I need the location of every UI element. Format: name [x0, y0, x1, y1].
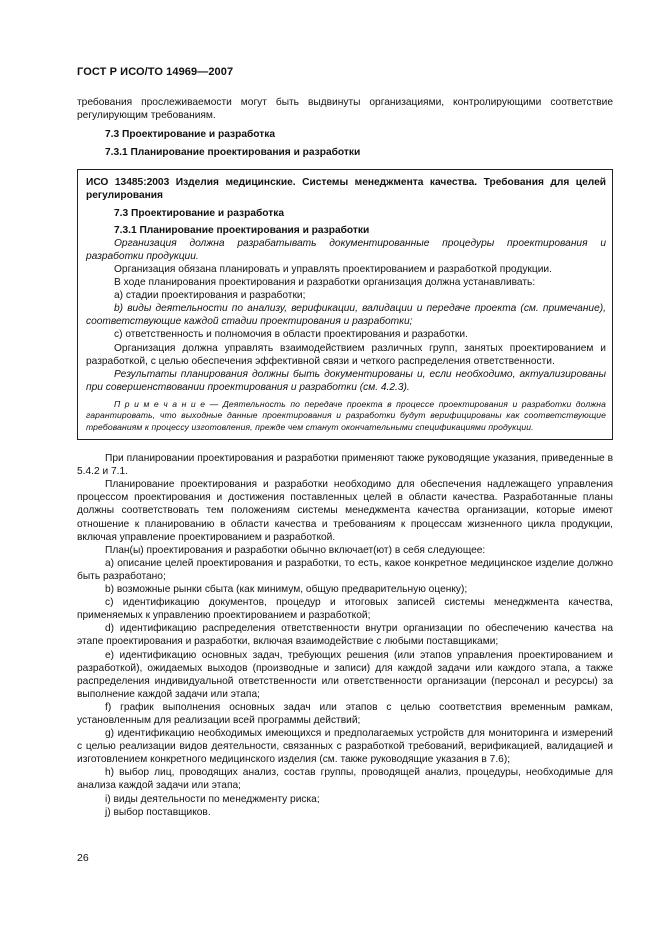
- section-heading: 7.3 Проектирование и разработка: [105, 129, 276, 141]
- box-paragraph: В ходе планирования проектирования и разработки организация должна устанавливать:: [114, 277, 536, 289]
- body-paragraph: Планирование проектирования и разработки необходимо для обеспечения надлежащего управления процессом проектирования и достижения поставленных целей в области качества. Разработанные планы должны соответствовать тем положениям системы менеджмента качества организации, которые имеют отношение к планированию в области качества и требованиям к процессам жизненного цикла продукции, включая управление проектированием и разработкой.: [77, 479, 613, 543]
- box-list-item: а) стадии проектирования и разработки;: [114, 290, 306, 302]
- box-paragraph: Организация должна управлять взаимодействием различных групп, занятых проектированием и разработкой, с целью обеспечения эффективной связи и четкого распределения ответственности.: [86, 342, 606, 367]
- body-paragraph: При планировании проектирования и разработки применяют также руководящие указания, приведенные в 5.4.2 и 7.1.: [77, 453, 613, 478]
- list-item: d) идентификацию распределения ответственности внутри организации по обеспечению качества на этапе проектирования и разработки, включая взаимодействие с любыми поставщиками;: [77, 623, 613, 648]
- box-note: П р и м е ч а н и е — Деятельность по передаче проекта в процессе проектирования и разработки должна гарантировать, что выходные данные проектирования и разработки будут верифицированы как соответствующие требованиям к процессу изготовления, прежде чем станут окончательными спецификациями продукции.: [86, 398, 606, 432]
- box-paragraph: Организация обязана планировать и управлять проектированием и разработкой продукции.: [114, 263, 552, 275]
- page-number: 26: [77, 852, 89, 864]
- list-item: с) идентификацию документов, процедур и итоговых записей системы менеджмента качества, применяемых к управлению проектированием и разработкой;: [77, 597, 613, 622]
- list-item: е) идентификацию основных задач, требующих решения (или этапов управления проектированием и разработкой), ожидаемых выходов (производные и записи) для каждой задачи или каждого этапа, а также распределения индивидуальной ответственности или ответственности организации (персонал и ресурсы) за выполнение каждой задачи или этапа;: [77, 649, 613, 700]
- box-title: ИСО 13485:2003 Изделия медицинские. Системы менеджмента качества. Требования для целей регулирования: [86, 177, 606, 202]
- list-item: j) выбор поставщиков.: [105, 806, 211, 818]
- list-item: g) идентификацию необходимых имеющихся и предполагаемых устройств для мониторинга и измерений с целью реализации видов деятельности, связанных с разработкой требований, верификацией, валидацией и изготовлением конкретного медицинского изделия (см. также руководящие указания в 7.6);: [77, 728, 613, 766]
- list-item: f) график выполнения основных задач или этапов с целью соответствия временным рамкам, установленным для реализации всей программы действий;: [77, 701, 613, 726]
- standard-quote-box: [77, 169, 613, 440]
- box-list-item: с) ответственность и полномочия в области проектирования и разработки.: [114, 329, 468, 341]
- body-paragraph: План(ы) проектирования и разработки обычно включает(ют) в себя следующее:: [105, 544, 486, 556]
- box-paragraph: Организация должна разрабатывать документированные процедуры проектирования и разработки продукции.: [86, 237, 606, 262]
- document-body: [77, 96, 613, 819]
- box-subsection-heading: 7.3.1 Планирование проектирования и разработки: [114, 224, 370, 236]
- subsection-heading: 7.3.1 Планирование проектирования и разработки: [105, 147, 361, 159]
- list-item: а) описание целей проектирования и разработки, то есть, какое конкретное медицинское изделие должно быть разработано;: [77, 557, 613, 582]
- document-header: ГОСТ Р ИСО/ТО 14969—2007: [77, 66, 234, 78]
- box-section-heading: 7.3 Проектирование и разработка: [114, 207, 285, 219]
- box-paragraph: Результаты планирования должны быть документированы и, если необходимо, актуализированы при совершенствовании проектирования и разработки (см. 4.2.3).: [86, 368, 606, 393]
- list-item: b) возможные рынки сбыта (как минимум, общую предварительную оценку);: [105, 584, 468, 596]
- list-item: i) виды деятельности по менеджменту риска;: [105, 793, 320, 805]
- box-list-item: b) виды деятельности по анализу, верификации, валидации и передаче проекта (см. примечание), соответствующие каждой стадии проектирования и разработки;: [86, 303, 606, 328]
- list-item: h) выбор лиц, проводящих анализ, состав группы, проводящей анализ, процедуры, необходимые для анализа каждой задачи или этапа;: [77, 767, 613, 792]
- intro-text: требования прослеживаемости могут быть выдвинуты организациями, контролирующими соответствие регулирующим требованиям.: [77, 97, 613, 122]
